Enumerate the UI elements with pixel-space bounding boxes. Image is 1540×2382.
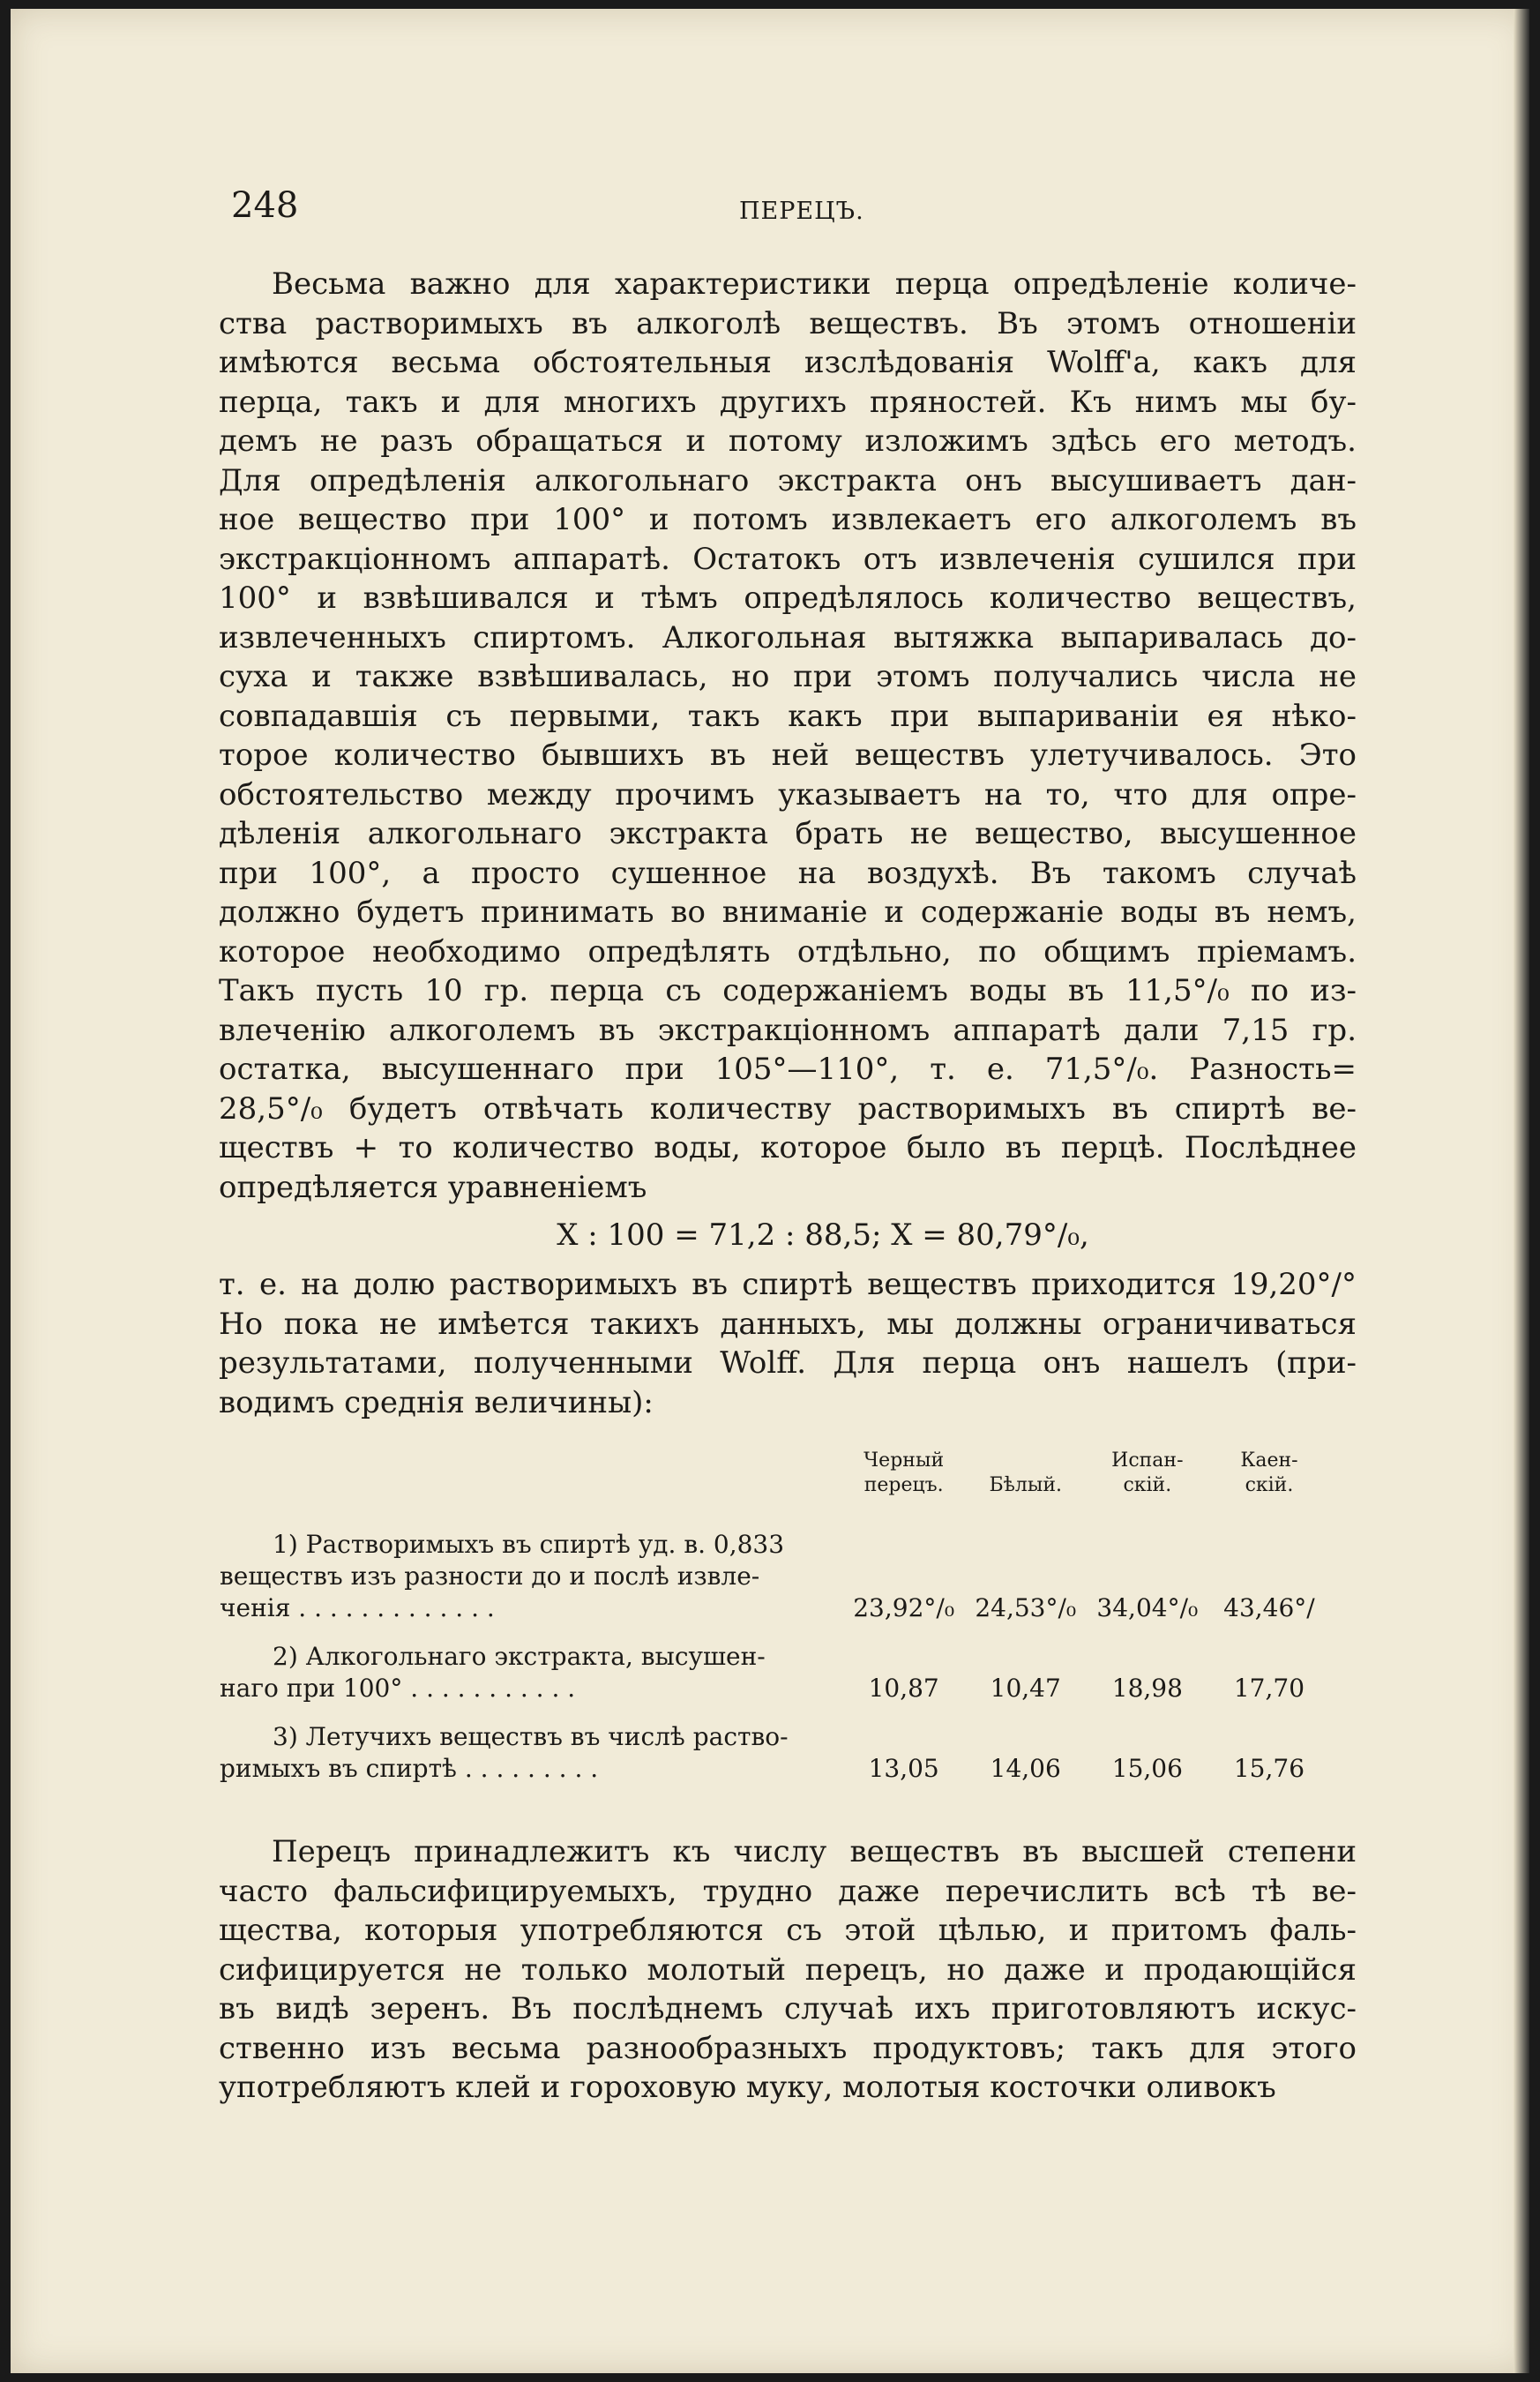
paragraph-line: демъ не разъ обращаться и потому изложимъ здѣсь его методъ. — [219, 423, 1357, 459]
table-row — [219, 1720, 1330, 1801]
paragraph-line: экстракціонномъ аппаратѣ. Остатокъ отъ извлеченія сушился при — [219, 541, 1357, 577]
table-cell: 23,92°/₀ — [853, 1593, 955, 1622]
paragraph-3 — [219, 1832, 1357, 2108]
paragraph-line: ное вещество при 100° и потомъ извлекаетъ его алкоголемъ въ — [219, 502, 1357, 537]
paragraph-line: имѣются весьма обстоятельныя изслѣдованія Wolff'а, какъ для — [219, 345, 1357, 380]
table-cell: 17,70 — [1233, 1674, 1305, 1703]
page-number: 248 — [231, 185, 299, 226]
book-page — [11, 9, 1529, 2373]
paragraph-2 — [219, 1265, 1357, 1422]
column-header: Испан- скій. — [1111, 1449, 1184, 1496]
column-header: Бѣлый. — [989, 1474, 1063, 1496]
row-label: 1) Растворимыхъ въ спиртѣ уд. в. 0,833 веществъ изъ разности до и послѣ извле- ченія . . . . . . . . . . . . . — [220, 1530, 785, 1622]
table-cell: 43,46°/ — [1223, 1593, 1315, 1622]
paragraph-line: т. е. на долю растворимыхъ въ спиртѣ веществъ приходится 19,20°/° — [219, 1267, 1357, 1302]
row-label: 3) Летучихъ веществъ въ числѣ раство- римыхъ въ спиртѣ . . . . . . . . . — [220, 1722, 789, 1783]
paragraph-line: Для опредѣленія алкогольнаго экстракта онъ высушиваетъ дан- — [219, 462, 1357, 498]
equation: X : 100 = 71,2 : 88,5; X = 80,79°/₀, — [557, 1217, 1089, 1253]
table-cell: 10,87 — [868, 1674, 939, 1703]
paragraph-line: результатами, полученными Wolff. Для перца онъ нашелъ (при- — [219, 1345, 1357, 1381]
paragraph-line: ства растворимыхъ въ алкоголѣ веществъ. Въ этомъ отношеніи — [219, 305, 1357, 341]
paragraph-line: остатка, высушеннаго при 105°—110°, т. е. 71,5°/₀. Разность= — [219, 1052, 1357, 1087]
paragraph-line: должно будетъ принимать во вниманіе и содержаніе воды въ немъ, — [219, 895, 1357, 930]
paragraph-line: опредѣляется уравненіемъ — [219, 1169, 647, 1205]
paragraph-line: торое количество бывшихъ въ ней веществъ улетучивалось. Это — [219, 738, 1357, 773]
paragraph-line: перца, такъ и для многихъ другихъ пряностей. Къ нимъ мы бу- — [219, 384, 1357, 420]
paragraph-line: при 100°, а просто сушенное на воздухѣ. Въ такомъ случаѣ — [219, 855, 1357, 891]
paragraph-line: часто фальсифицируемыхъ, трудно даже перечислить всѣ тѣ ве- — [219, 1873, 1357, 1909]
column-header: Каен- скій. — [1240, 1449, 1298, 1496]
table-cell: 14,06 — [990, 1754, 1061, 1783]
paragraph-line: влеченію алкоголемъ въ экстракціонномъ аппаратѣ дали 7,15 гр. — [219, 1012, 1357, 1048]
paragraph-line: которое необходимо опредѣлять отдѣльно, по общимъ пріемамъ. — [219, 933, 1357, 970]
paragraph-line: въ видѣ зеренъ. Въ послѣднемъ случаѣ ихъ приготовляютъ искус- — [219, 1991, 1357, 2026]
table-header-empty — [219, 1449, 843, 1528]
paragraph-line: щества, которыя употребляются съ этой цѣлью, и притомъ фаль- — [219, 1913, 1357, 1948]
page-edge-shadow — [1514, 9, 1529, 2373]
paragraph-line: употребляютъ клей и гороховую муку, молотыя косточки оливокъ — [219, 2070, 1276, 2105]
spacer — [219, 1801, 1357, 1832]
paragraph-1 — [219, 265, 1357, 1207]
pepper-analysis-table — [219, 1449, 1330, 1801]
paragraph-line: совпадавшія съ первыми, такъ какъ при выпариваніи ея нѣко- — [219, 698, 1357, 734]
table-cell: 18,98 — [1111, 1674, 1183, 1703]
paragraph-line: ственно изъ весьма разнообразныхъ продуктовъ; такъ для этого — [219, 2030, 1357, 2066]
table-cell: 15,06 — [1111, 1754, 1183, 1783]
page-header — [219, 185, 1357, 238]
column-header: Черный перецъ. — [863, 1449, 945, 1496]
row-label: 2) Алкогольнаго экстракта, высушен- наго при 100° . . . . . . . . . . . — [220, 1642, 766, 1703]
running-title: ПЕРЕЦЪ. — [739, 198, 864, 225]
table-cell: 10,47 — [990, 1674, 1061, 1703]
paragraph-line: сифицируется не только молотый перецъ, но даже и продающійся — [219, 1951, 1357, 1988]
table-cell: 15,76 — [1233, 1754, 1305, 1783]
page-text-block — [219, 185, 1357, 2108]
table-cell: 24,53°/₀ — [975, 1593, 1077, 1622]
table-cell: 13,05 — [868, 1754, 939, 1783]
table-row — [219, 1528, 1330, 1640]
paragraph-line: Но пока не имѣется такихъ данныхъ, мы должны ограничиваться — [219, 1306, 1357, 1342]
table-cell: 34,04°/₀ — [1096, 1593, 1199, 1622]
table-row — [219, 1640, 1330, 1720]
table-header-row — [219, 1449, 1330, 1528]
paragraph-line: обстоятельство между прочимъ указываетъ на то, что для опре- — [219, 776, 1357, 813]
paragraph-line: ществъ + то количество воды, которое было въ перцѣ. Послѣднее — [219, 1130, 1357, 1165]
paragraph-line: Такъ пусть 10 гр. перца съ содержаніемъ воды въ 11,5°/₀ по из- — [219, 973, 1357, 1008]
paragraph-line: 28,5°/₀ будетъ отвѣчать количеству растворимыхъ въ спиртѣ ве- — [219, 1090, 1357, 1127]
paragraph-line: Весьма важно для характеристики перца опредѣленіе количе- — [272, 266, 1357, 302]
paragraph-line: дѣленія алкогольнаго экстракта брать не вещество, высушенное — [219, 816, 1357, 851]
paragraph-line: Перецъ принадлежитъ къ числу веществъ въ высшей степени — [272, 1834, 1357, 1869]
paragraph-line: 100° и взвѣшивался и тѣмъ опредѣлялось количество веществъ, — [219, 581, 1357, 616]
paragraph-line: суха и также взвѣшивалась, но при этомъ получались числа не — [219, 659, 1357, 694]
paragraph-line: извлеченныхъ спиртомъ. Алкогольная вытяжка выпаривалась до- — [219, 619, 1357, 655]
paragraph-line: водимъ среднія величины): — [219, 1384, 654, 1420]
